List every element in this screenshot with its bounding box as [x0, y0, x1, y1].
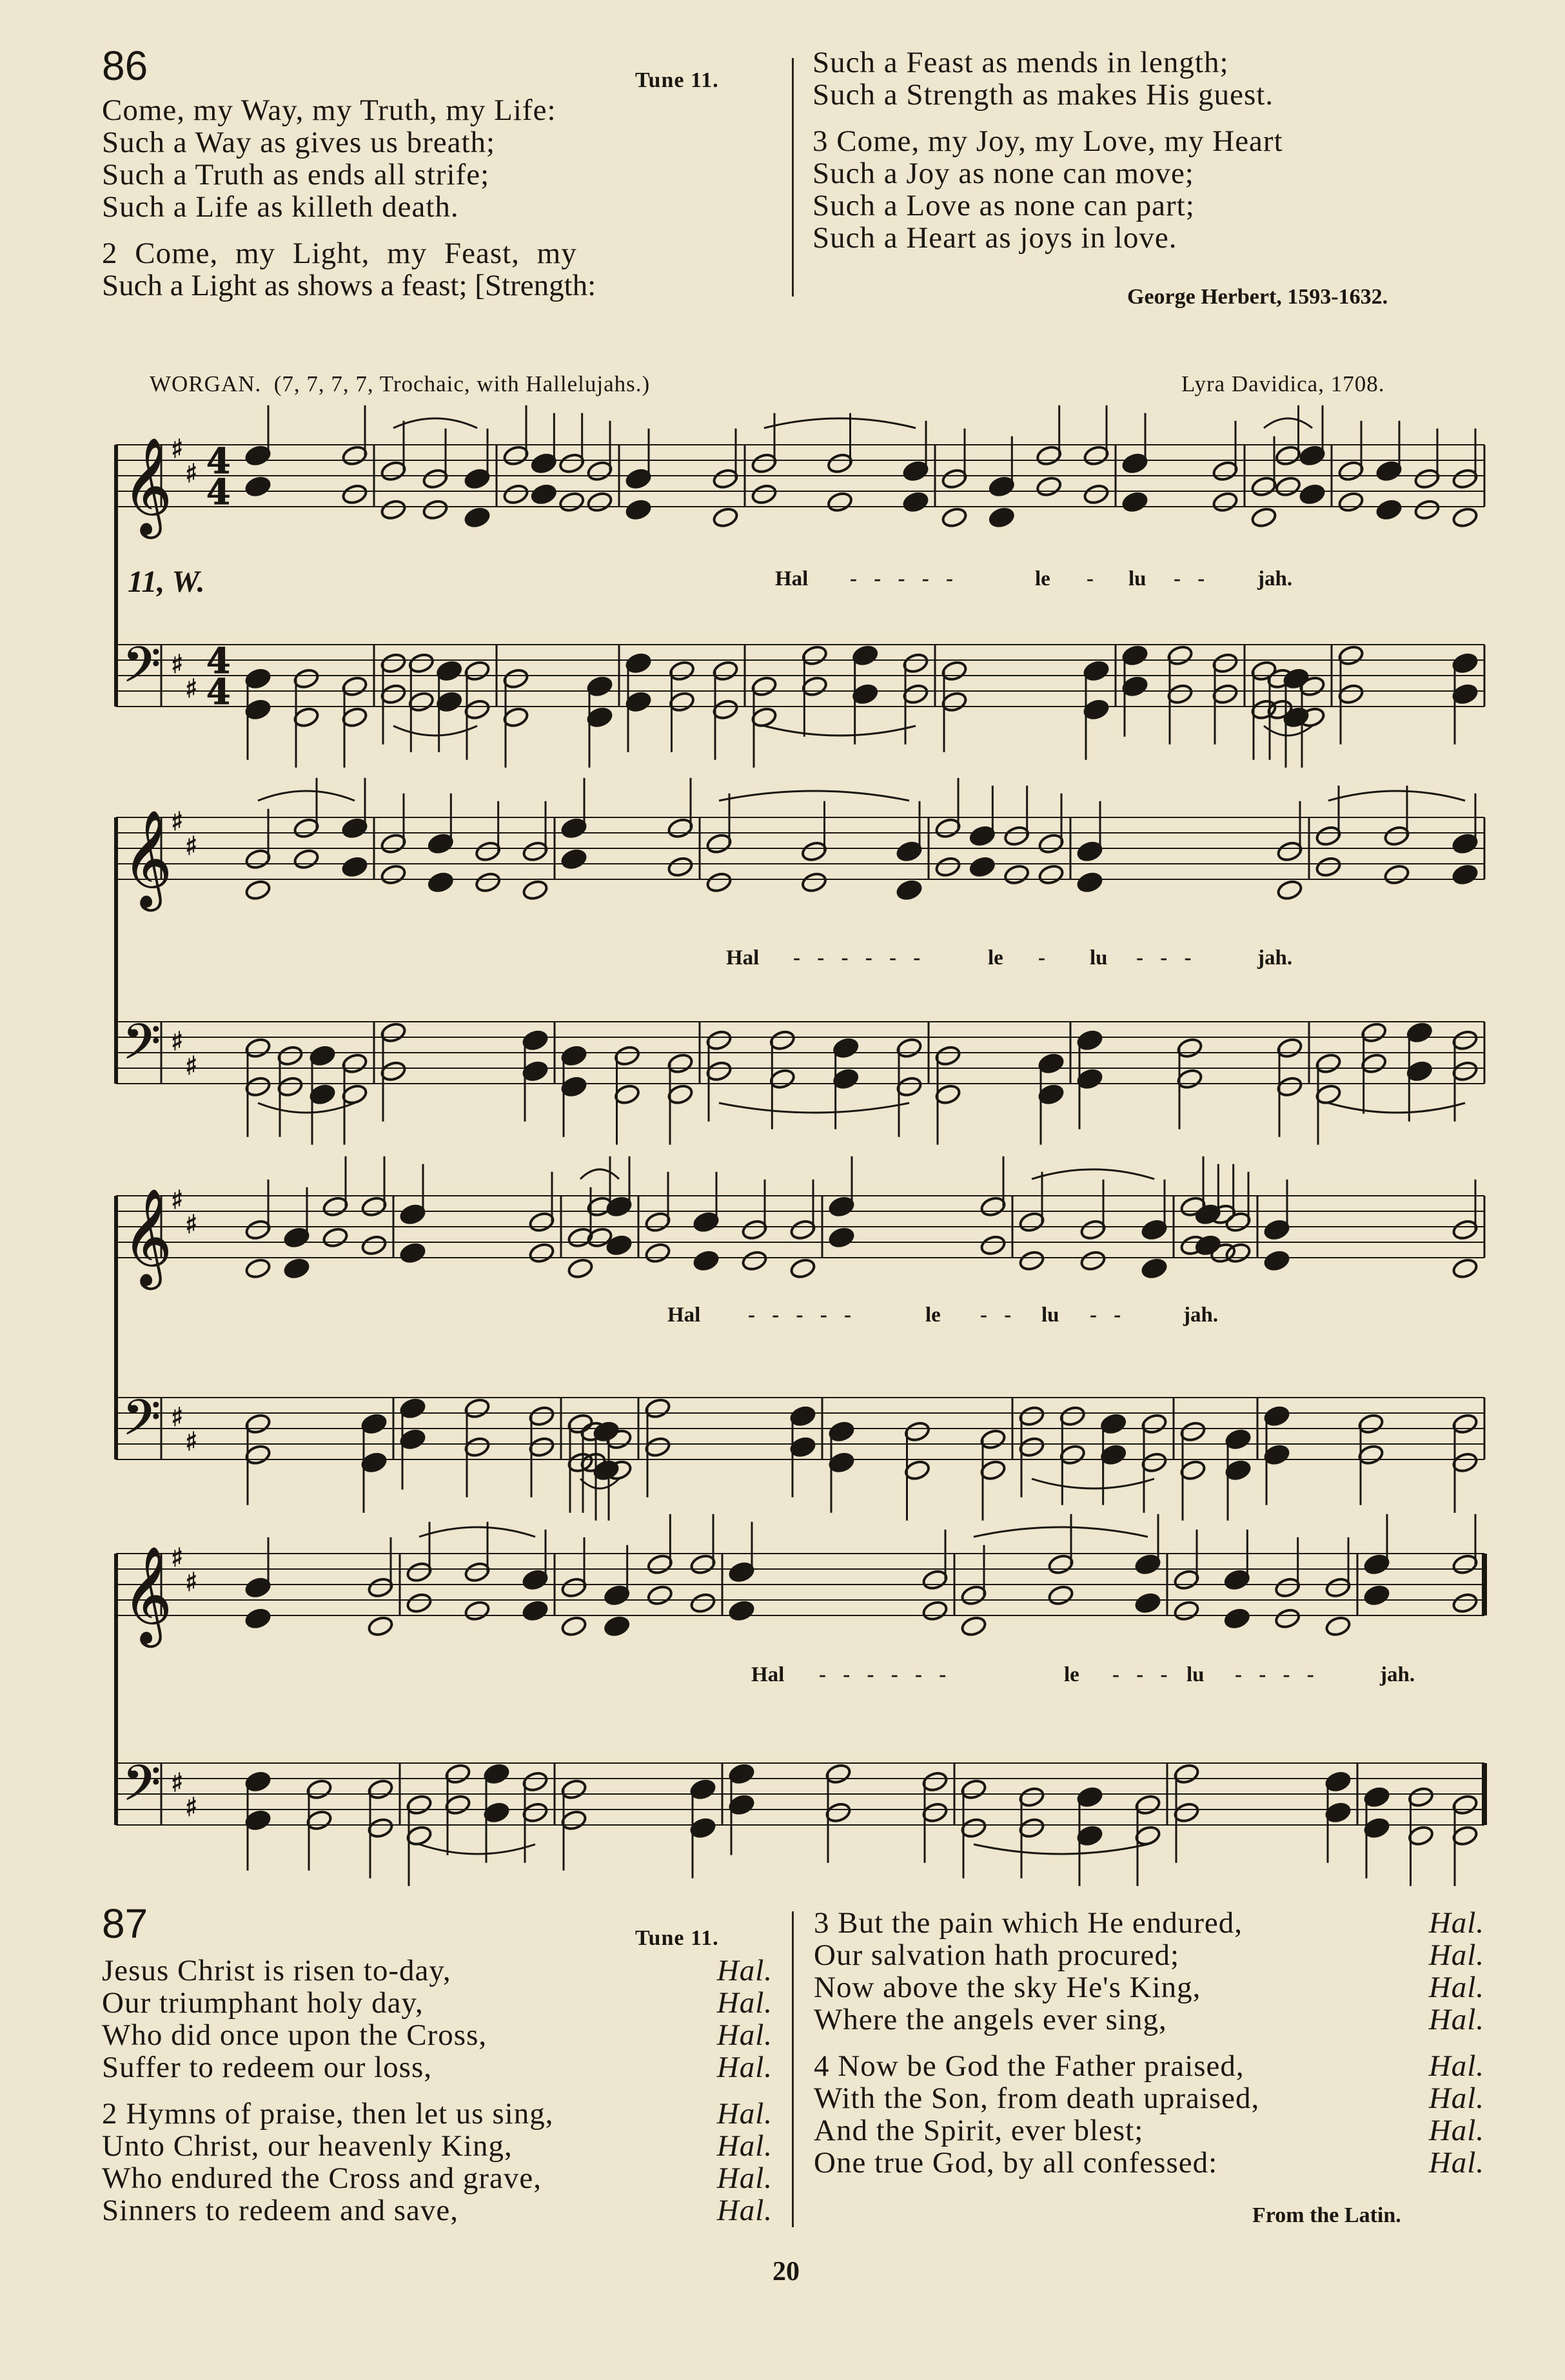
notehead — [644, 1242, 671, 1264]
verse-line: Such a Joy as none can move; — [812, 157, 1194, 190]
notehead — [960, 1615, 987, 1637]
slur — [719, 791, 909, 801]
lyric-syllable: Hal — [775, 567, 809, 590]
notehead — [427, 871, 454, 893]
verse-line: Such a Life as killeth death. — [102, 190, 459, 224]
verse-line: Such a Feast as mends in length; — [812, 46, 1229, 79]
sharp-sign: ♯ — [171, 807, 184, 837]
slur — [419, 1844, 535, 1854]
lyric-syllable: le — [1064, 1663, 1079, 1686]
hallelujah-refrain: Hal. — [1428, 1971, 1484, 2004]
verse-line — [814, 2082, 1484, 2114]
slur — [1264, 726, 1312, 736]
notehead — [560, 1615, 587, 1637]
hallelujah-refrain: Hal. — [716, 2194, 773, 2227]
lyric-syllable: lu — [1128, 567, 1147, 590]
slur — [580, 1169, 619, 1179]
hymn-87-attribution: From the Latin. — [1252, 2203, 1401, 2227]
verse-text: Who endured the Cross and grave, — [102, 2161, 542, 2195]
verse-line: Such a Strength as makes His guest. — [812, 78, 1274, 112]
notehead — [1315, 855, 1342, 878]
verse-line — [102, 2019, 773, 2051]
bass-clef: 𝄢 — [123, 636, 161, 705]
notehead — [646, 1584, 673, 1606]
lyric-syllable: Hal — [751, 1663, 785, 1686]
sharp-sign: ♯ — [185, 459, 198, 489]
verse-line — [102, 2051, 773, 2083]
hymn-86-tune-ref: Tune 11. — [635, 68, 719, 92]
notehead — [1047, 1584, 1074, 1606]
hymn-87-column-2 — [814, 1907, 1484, 2179]
notehead — [1337, 491, 1364, 513]
column-divider — [792, 1911, 794, 2227]
notehead — [1413, 498, 1441, 521]
notehead — [244, 1607, 271, 1630]
notehead — [1250, 506, 1277, 529]
sharp-sign: ♯ — [171, 1185, 184, 1215]
sharp-sign: ♯ — [185, 1427, 198, 1457]
notehead — [728, 1599, 755, 1622]
notehead — [934, 855, 961, 878]
notehead — [667, 855, 694, 878]
notehead — [1363, 1584, 1390, 1606]
verse-line — [814, 2114, 1484, 2147]
hallelujah-refrain: Hal. — [1428, 2146, 1484, 2180]
notehead — [988, 506, 1015, 529]
notehead — [1383, 863, 1410, 886]
hymn-87-column-1 — [102, 1955, 773, 2227]
lyric-syllable: jah. — [1380, 1663, 1415, 1686]
hallelujah-refrain: Hal. — [1428, 1938, 1484, 1972]
slur — [419, 1527, 535, 1537]
slur — [974, 1844, 1148, 1854]
notehead — [283, 1257, 310, 1280]
hallelujah-refrain: Hal. — [716, 2161, 773, 2195]
hymn-86-attribution: George Herbert, 1593-1632. — [1127, 285, 1388, 309]
notehead — [475, 871, 502, 893]
hallelujah-refrain: Hal. — [1428, 2049, 1484, 2083]
verse-line: 3 Come, my Joy, my Love, my Heart — [812, 124, 1283, 158]
notehead — [604, 1615, 631, 1637]
slur — [258, 791, 355, 801]
slur — [764, 418, 916, 428]
lyric-syllable: - - - — [1112, 1663, 1174, 1686]
verse-line: Such a Way as gives us breath; — [102, 126, 496, 159]
lyric-syllable: - - — [1174, 567, 1211, 590]
hallelujah-refrain: Hal. — [716, 2018, 773, 2052]
notehead — [560, 848, 587, 870]
treble-clef: 𝄞 — [123, 436, 172, 534]
hallelujah-refrain: Hal. — [1428, 1906, 1484, 1940]
verse-text: Our salvation hath procured; — [814, 1938, 1180, 1972]
verse-text: Where the angels ever sing, — [814, 2003, 1167, 2036]
notehead — [528, 1242, 555, 1264]
tune-label: 11, W. — [128, 565, 205, 599]
slur — [393, 418, 477, 428]
lyric-syllable: jah. — [1183, 1303, 1219, 1327]
notehead — [1212, 491, 1239, 513]
notehead — [558, 491, 586, 513]
notehead — [1452, 1592, 1479, 1614]
notehead — [1134, 1592, 1161, 1614]
notehead — [1375, 498, 1403, 521]
notehead — [625, 498, 652, 521]
tune-source: Lyra Davidica, 1708. — [1181, 371, 1385, 396]
sharp-sign: ♯ — [185, 1793, 198, 1822]
notehead — [406, 1592, 433, 1614]
notehead — [828, 1226, 855, 1249]
lyric-syllable: - — [1087, 567, 1094, 590]
slur — [1032, 1169, 1154, 1179]
slur — [974, 1527, 1148, 1537]
lyric-syllable: lu — [1090, 946, 1108, 970]
notehead — [502, 483, 529, 505]
hymn-86-number: 86 — [102, 43, 148, 89]
notehead — [1263, 1249, 1290, 1272]
notehead — [530, 483, 557, 505]
lyric-syllable: le — [925, 1303, 941, 1327]
notehead — [896, 879, 923, 901]
lyric-syllable: le — [988, 946, 1003, 970]
notehead — [1452, 863, 1479, 886]
verse-text: Now above the sky He's King, — [814, 1971, 1201, 2004]
notehead — [693, 1249, 720, 1272]
verse-line — [814, 1971, 1484, 2004]
verse-text: With the Son, from death upraised, — [814, 2082, 1260, 2115]
notehead — [464, 1599, 491, 1622]
lyric-syllable: Hal — [726, 946, 760, 970]
verse-line: Such a Love as none can part; — [812, 189, 1195, 222]
notehead — [789, 1257, 816, 1280]
sharp-sign: ♯ — [185, 832, 198, 861]
verse-text: And the Spirit, ever blest; — [814, 2114, 1144, 2147]
notehead — [1079, 1249, 1107, 1272]
notehead — [1324, 1615, 1352, 1637]
slur — [1264, 418, 1312, 428]
notehead — [826, 491, 853, 513]
notehead — [341, 483, 368, 505]
verse-text: Our triumphant holy day, — [102, 1986, 424, 2020]
lyric-syllable: - - - — [1136, 946, 1197, 970]
notehead — [751, 483, 778, 505]
lyric-syllable: - - - - - - — [793, 946, 927, 970]
lyric-syllable: Hal — [667, 1303, 701, 1327]
verse-line: Such a Light as shows a feast; [Strength: — [102, 269, 596, 302]
notehead — [399, 1242, 426, 1264]
verse-line — [102, 1987, 773, 2019]
verse-text: 4 Now be God the Father praised, — [814, 2049, 1245, 2083]
notehead — [1452, 1257, 1479, 1280]
notehead — [367, 1615, 394, 1637]
lyric-syllable: jah. — [1257, 567, 1293, 590]
slur — [580, 1479, 619, 1488]
tune-meter: (7, 7, 7, 7, Trochaic, with Hallelujahs.) — [273, 371, 651, 396]
notehead — [979, 1234, 1007, 1256]
verse-line — [102, 1955, 773, 1987]
notehead — [969, 855, 996, 878]
sharp-sign: ♯ — [171, 1027, 184, 1057]
hallelujah-refrain: Hal. — [716, 1986, 773, 2020]
sharp-sign: ♯ — [185, 1568, 198, 1597]
verse-line — [102, 2162, 773, 2194]
verse-line: Such a Truth as ends all strife; — [102, 158, 490, 191]
lyric-syllable: lu — [1186, 1663, 1205, 1686]
notehead — [1083, 483, 1110, 505]
lyric-syllable: - - - - - - — [819, 1663, 952, 1686]
sharp-sign: ♯ — [171, 1768, 184, 1798]
notehead — [1141, 1257, 1168, 1280]
notehead — [1121, 491, 1148, 513]
lyric-syllable: - - - - - — [850, 567, 959, 590]
slur — [719, 1103, 909, 1113]
time-signature: 4 — [206, 471, 231, 512]
notehead — [1223, 1607, 1250, 1630]
notehead — [1076, 871, 1103, 893]
notehead — [1452, 506, 1479, 529]
notehead — [1274, 475, 1301, 498]
verse-line — [102, 2194, 773, 2227]
lyric-syllable: le — [1035, 567, 1050, 590]
page-number: 20 — [773, 2257, 800, 2287]
notehead — [522, 1599, 549, 1622]
sharp-sign: ♯ — [185, 1051, 198, 1081]
time-signature: 4 — [206, 671, 231, 712]
notehead — [586, 491, 613, 513]
treble-clef: 𝄞 — [123, 809, 172, 907]
bass-clef: 𝄢 — [123, 1755, 161, 1824]
notehead — [360, 1234, 388, 1256]
notehead — [1038, 863, 1065, 886]
lyric-syllable: - - - - — [1235, 1663, 1320, 1686]
slur — [764, 726, 916, 736]
notehead — [1299, 483, 1326, 505]
verse-line — [102, 2130, 773, 2162]
verse-text: 3 But the pain which He endured, — [814, 1906, 1243, 1940]
slur — [393, 726, 477, 736]
notehead — [1173, 1599, 1200, 1622]
notehead — [1274, 1607, 1301, 1630]
verse-line — [814, 2050, 1484, 2082]
time-signature: 4 — [206, 640, 231, 681]
verse-line — [814, 1939, 1484, 1971]
treble-clef: 𝄞 — [123, 1187, 172, 1285]
time-signature: 4 — [206, 440, 231, 482]
sharp-sign: ♯ — [185, 1210, 198, 1240]
slur — [258, 1103, 355, 1113]
notehead — [464, 506, 491, 529]
verse-text: One true God, by all confessed: — [814, 2146, 1218, 2180]
notehead — [341, 855, 368, 878]
notehead — [244, 879, 271, 901]
notehead — [1036, 475, 1063, 498]
sharp-sign: ♯ — [171, 1403, 184, 1432]
verse-text: Suffer to redeem our loss, — [102, 2051, 432, 2084]
hymn-87-tune-ref: Tune 11. — [635, 1926, 719, 1950]
verse-line — [814, 2004, 1484, 2036]
notehead — [921, 1599, 949, 1622]
notehead — [689, 1592, 716, 1614]
hymn-87-number: 87 — [102, 1900, 148, 1947]
notehead — [522, 879, 549, 901]
slur — [1328, 791, 1465, 801]
hallelujah-refrain: Hal. — [716, 2051, 773, 2084]
hallelujah-refrain: Hal. — [1428, 2114, 1484, 2147]
notehead — [941, 506, 968, 529]
verse-line: 2 Come, my Light, my Feast, my — [102, 237, 577, 270]
verse-line: Come, my Way, my Truth, my Life: — [102, 93, 556, 127]
bass-clef: 𝄢 — [123, 1389, 161, 1458]
notehead — [1276, 879, 1303, 901]
hallelujah-refrain: Hal. — [716, 1954, 773, 1987]
sharp-sign: ♯ — [171, 1543, 184, 1573]
verse-text: Who did once upon the Cross, — [102, 2018, 487, 2052]
verse-line — [814, 1907, 1484, 1939]
notehead — [244, 475, 271, 498]
lyric-syllable: - — [1038, 946, 1045, 970]
sharp-sign: ♯ — [171, 434, 184, 464]
notehead — [244, 1257, 271, 1280]
notehead — [705, 871, 733, 893]
lyric-syllable: - - — [1090, 1303, 1127, 1327]
slur — [1032, 1479, 1154, 1488]
verse-line — [102, 2098, 773, 2130]
notehead — [741, 1249, 768, 1272]
hallelujah-refrain: Hal. — [716, 2097, 773, 2131]
tune-title: WORGAN. — [150, 371, 262, 396]
notehead — [902, 491, 929, 513]
lyric-syllable: jah. — [1257, 946, 1293, 970]
hallelujah-refrain: Hal. — [1428, 2003, 1484, 2036]
bass-clef: 𝄢 — [123, 1013, 161, 1082]
notehead — [712, 506, 739, 529]
lyric-syllable: - - - - - — [748, 1303, 857, 1327]
notehead — [800, 871, 827, 893]
notehead — [380, 863, 407, 886]
treble-clef: 𝄞 — [123, 1545, 172, 1643]
lyric-syllable: lu — [1041, 1303, 1059, 1327]
verse-line — [814, 2147, 1484, 2179]
lyric-syllable: - - — [980, 1303, 1018, 1327]
notehead — [1003, 863, 1030, 886]
notehead — [567, 1257, 594, 1280]
sharp-sign: ♯ — [171, 650, 184, 679]
verse-text: Sinners to redeem and save, — [102, 2194, 458, 2227]
notehead — [380, 498, 407, 521]
verse-line: Such a Heart as joys in love. — [812, 221, 1177, 255]
hallelujah-refrain: Hal. — [716, 2129, 773, 2163]
verse-text: Unto Christ, our heavenly King, — [102, 2129, 513, 2163]
notehead — [293, 848, 320, 870]
notehead — [422, 498, 449, 521]
verse-text: Jesus Christ is risen to-day, — [102, 1954, 451, 1987]
slur — [1328, 1103, 1465, 1113]
sharp-sign: ♯ — [185, 674, 198, 704]
notehead — [1018, 1249, 1045, 1272]
verse-text: 2 Hymns of praise, then let us sing, — [102, 2097, 554, 2131]
notehead — [322, 1226, 349, 1249]
hallelujah-refrain: Hal. — [1428, 2082, 1484, 2115]
